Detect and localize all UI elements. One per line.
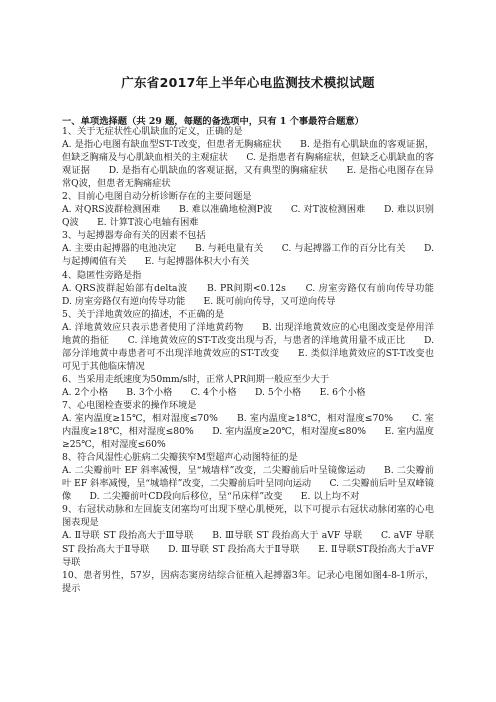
question-options: A. 对QRS波群检测困难 B. 难以准确地检测P波 C. 对T波检测困难 D. 难以识别Q波 E. 计算T波心电轴有困难 (62, 204, 434, 229)
question-stem: 5、关于洋地黄效应的描述，不正确的是 (62, 308, 225, 320)
question-stem: 4、隐匿性旁路是指 (62, 269, 142, 281)
question-options: A. 室内温度≥15℃，相对湿度≤70% B. 室内温度≥18℃，相对湿度≤70% C. 室内温度≥18℃，相对湿度≤80% D. 室内温度≥20℃，相对湿度≤80% E. 室内温度≥25℃，相对湿度≤60% (62, 413, 434, 451)
question-stem: 10、患者男性，57岁，因病态窦房结综合征植入起搏器3年。记录心电图如图4-8-1所示，提示 (62, 569, 434, 594)
question-options: A. QRS波群起始部有delta波 B. PR间期<0.12s C. 房室旁路仅有前向传导功能 D. 房室旁路仅有逆向传导功能 E. 既可前向传导，又可逆向传导 (62, 282, 453, 307)
document-title: 广东省2017年上半年心电监测技术模拟试题 (121, 75, 375, 90)
question-options: A. 2个小格 B. 3个小格 C. 4个小格 D. 5个小格 E. 6个小格 (62, 386, 366, 398)
question-stem: 6、当采用走纸速度为50mm/s时，正常人PR间期一般应至少大于 (62, 373, 330, 385)
question-stem: 1、关于无症状性心肌缺血的定义，正确的是 (62, 126, 243, 137)
section-heading: 一、单项选择题（共 29 题，每题的备选项中，只有 1 个事最符合题意） (62, 116, 364, 127)
question-stem: 3、与起搏器寿命有关的因素不包括 (62, 230, 206, 242)
question-stem: 9、右冠状动脉和左回旋支闭塞均可出现下壁心肌梗死，以下可提示右冠状动脉闭塞的心电图表现是 (62, 504, 434, 529)
question-options: A. 是指心电图有缺血型ST-T改变，但患者无胸痛症状 B. 是指有心肌缺血的客观证据，但缺乏胸痛及与心肌缺血相关的主观症状 C. 是指患者有胸痛症状，但缺乏心肌缺血的客观证据 D. 是指有心肌缺血的客观证据，又有典型的胸痛症状 E. 是指心电图存在异常Q波，但患者无胸痛症状 (62, 139, 434, 190)
question-stem: 2、目前心电图自动分析诊断存在的主要问题是 (62, 191, 252, 203)
question-options: A. 主要由起搏器的电池决定 B. 与耗电量有关 C. 与起搏器工作的百分比有关 D. 与起搏阈值有关 E. 与起搏器体积大小有关 (62, 243, 434, 268)
question-stem: 8、符合风湿性心脏病二尖瓣狭窄M型超声心动图特征的是 (62, 452, 298, 464)
question-options: A. 二尖瓣前叶 EF 斜率减慢，呈“城墙样”改变，二尖瓣前后叶呈镜像运动 B. 二尖瓣前叶 EF 斜率减慢，呈“城墙样”改变，二尖瓣前后叶呈同向运动 C. 二尖瓣前后叶呈双峰镜像 D. 二尖瓣前叶CD段向后移位，呈“吊床样”改变 E. 以上均不对 (62, 465, 434, 503)
question-options: A. 洋地黄效应只表示患者使用了洋地黄药物 B. 出现洋地黄效应的心电图改变是停用洋地黄的指征 C. 洋地黄效应的ST-T改变出现与否，与患者的洋地黄用量不成正比 D. 部分洋地黄中毒患者可不出现洋地黄效应的ST-T改变 E. 类似洋地黄效应的ST-T改变也可见于其他临床情况 (62, 321, 434, 372)
question-options: A. Ⅱ导联 ST 段抬高大于Ⅲ导联 B. Ⅲ导联 ST 段抬高大于 aVF 导联 C. aVF 导联 ST 段抬高大于Ⅱ导联 D. Ⅲ导联 ST 段抬高大于Ⅱ导联 E. Ⅱ导联ST段抬高大于aVF导联 (62, 530, 434, 568)
question-list (62, 125, 453, 595)
question-stem: 7、心电图检查要求的操作环境是 (62, 399, 197, 411)
